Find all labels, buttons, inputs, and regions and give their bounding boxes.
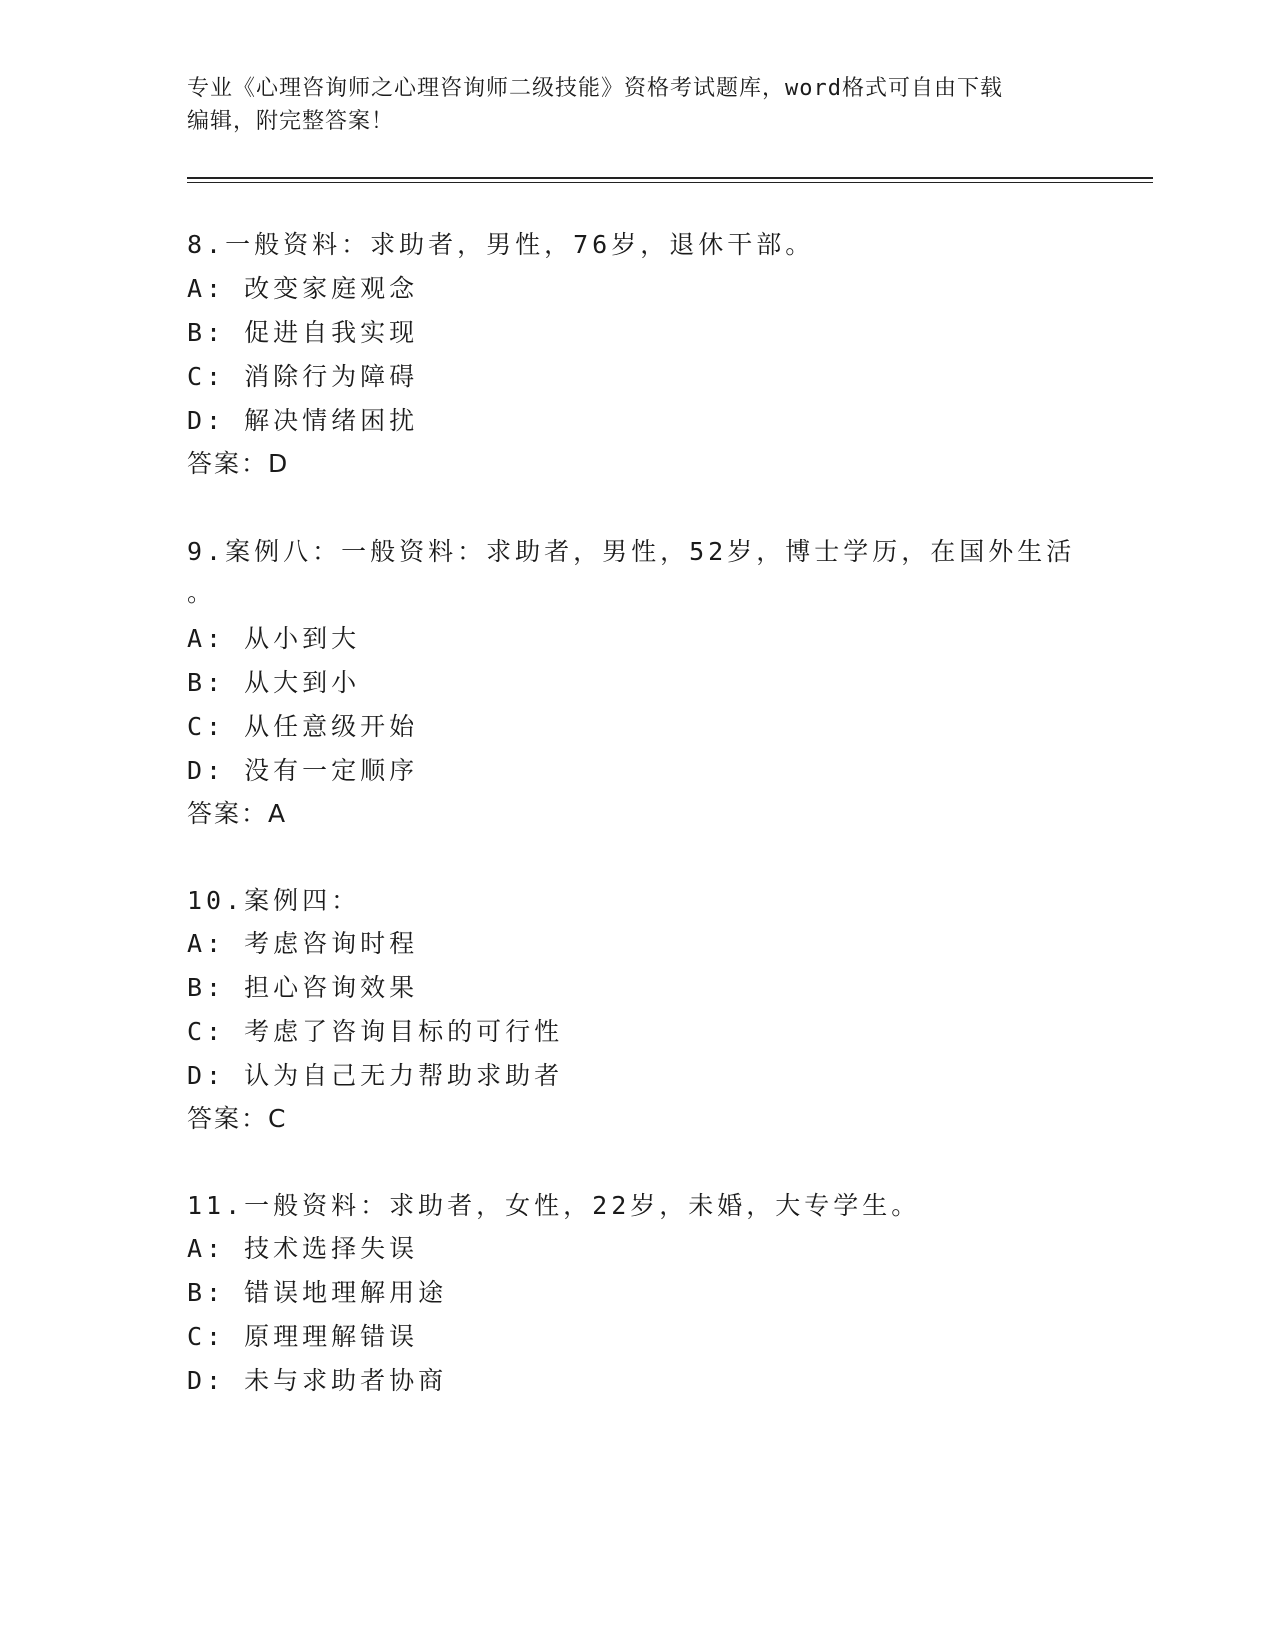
question-10-option-c: C: 考虑了咨询目标的可行性 — [187, 1017, 564, 1046]
question-9-stem-continuation: 。 — [187, 578, 217, 607]
question-11-option-c: C: 原理理解错误 — [187, 1322, 419, 1351]
header-divider-thin — [187, 182, 1153, 183]
question-9-stem: 9.案例八：一般资料：求助者，男性，52岁，博士学历，在国外生活 — [187, 537, 1076, 566]
question-11-option-a: A: 技术选择失误 — [187, 1234, 419, 1263]
question-8-stem: 8.一般资料：求助者，男性，76岁，退休干部。 — [187, 230, 815, 259]
question-10-option-d: D: 认为自己无力帮助求助者 — [187, 1061, 564, 1090]
question-8-option-b: B: 促进自我实现 — [187, 318, 419, 347]
header-divider-thick — [187, 177, 1153, 179]
question-9-option-d: D: 没有一定顺序 — [187, 756, 419, 785]
question-9-option-b: B: 从大到小 — [187, 668, 361, 697]
question-8-option-d: D: 解决情绪困扰 — [187, 406, 419, 435]
document-intro — [187, 72, 1067, 138]
question-10-option-b: B: 担心咨询效果 — [187, 973, 419, 1002]
question-10-stem: 10.案例四： — [187, 886, 361, 915]
question-10-option-a: A: 考虑咨询时程 — [187, 929, 419, 958]
question-8-option-a: A: 改变家庭观念 — [187, 274, 419, 303]
question-11-stem: 11.一般资料：求助者，女性，22岁，未婚，大专学生。 — [187, 1191, 921, 1220]
question-11-option-d: D: 未与求助者协商 — [187, 1366, 448, 1395]
question-11-option-b: B: 错误地理解用途 — [187, 1278, 448, 1307]
question-10-answer: 答案：C — [187, 1104, 288, 1133]
intro-line-2: 编辑，附完整答案！ — [187, 109, 395, 134]
question-9-option-c: C: 从任意级开始 — [187, 712, 419, 741]
question-8-option-c: C: 消除行为障碍 — [187, 362, 419, 391]
intro-line-1: 专业《心理咨询师之心理咨询师二级技能》资格考试题库，word格式可自由下载 — [187, 76, 1003, 101]
question-8-answer: 答案：D — [187, 449, 290, 478]
question-9-option-a: A: 从小到大 — [187, 624, 361, 653]
question-9-answer: 答案：A — [187, 799, 288, 828]
